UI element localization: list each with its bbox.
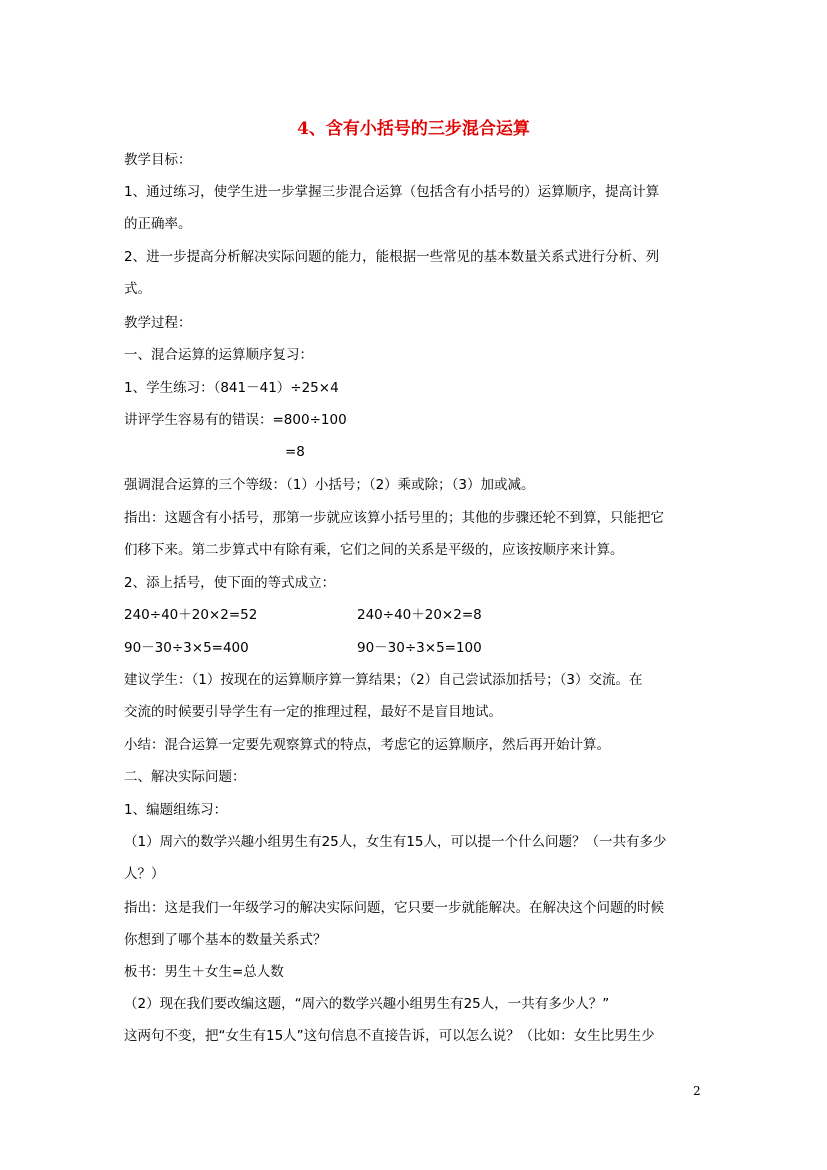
- equation: 90－30÷3×5=400: [124, 640, 249, 656]
- text-line: 建议学生：（1）按现在的运算顺序算一算结果；（2）自己尝试添加括号；（3）交流。在: [124, 672, 643, 688]
- equation: 90－30÷3×5=100: [357, 640, 482, 656]
- text-line: =8: [285, 444, 305, 460]
- text-line: 人？）: [124, 866, 165, 882]
- text-line: 二、解决实际问题：: [124, 769, 246, 785]
- text-line: 你想到了哪个基本的数量关系式？: [124, 932, 327, 948]
- text-line: （1）周六的数学兴趣小组男生有25人，女生有15人，可以提一个什么问题？（一共有多少: [124, 834, 667, 850]
- text-line: 交流的时候要引导学生有一定的推理过程，最好不是盲目地试。: [124, 704, 502, 720]
- text-line: 教学目标：: [124, 152, 192, 168]
- equation: 240÷40＋20×2=8: [357, 607, 482, 623]
- text-line: 一、混合运算的运算顺序复习：: [124, 347, 313, 363]
- text-line: 这两句不变，把“女生有15人”这句信息不直接告诉，可以怎么说？（比如：女生比男生少: [124, 1028, 655, 1044]
- equation: 240÷40＋20×2=52: [124, 607, 258, 623]
- document-title: 4、含有小括号的三步混合运算: [297, 119, 530, 139]
- text-line: 1、学生练习：（841－41）÷25×4: [124, 380, 339, 396]
- text-line: 2、添上括号，使下面的等式成立：: [124, 575, 336, 591]
- text-line: 们移下来。第二步算式中有除有乘，它们之间的关系是平级的，应该按顺序来计算。: [124, 542, 624, 558]
- text-line: 1、通过练习，使学生进一步掌握三步混合运算（包括含有小括号的）运算顺序，提高计算: [124, 184, 660, 200]
- text-line: 板书：男生＋女生=总人数: [124, 964, 284, 980]
- text-line: 小结：混合运算一定要先观察算式的特点，考虑它的运算顺序，然后再开始计算。: [124, 737, 610, 753]
- text-line: 式。: [124, 281, 151, 297]
- text-line: 指出：这是我们一年级学习的解决实际问题，它只要一步就能解决。在解决这个问题的时候: [124, 900, 664, 916]
- text-line: （2）现在我们要改编这题，“周六的数学兴趣小组男生有25人，一共有多少人？”: [124, 996, 610, 1012]
- page-number: 2: [693, 1084, 701, 1098]
- text-line: 的正确率。: [124, 216, 192, 232]
- text-line: 讲评学生容易有的错误：=800÷100: [124, 412, 347, 428]
- text-line: 强调混合运算的三个等级：（1）小括号；（2）乘或除；（3）加或减。: [124, 477, 535, 493]
- text-line: 1、编题组练习：: [124, 802, 228, 818]
- text-line: 2、进一步提高分析解决实际问题的能力，能根据一些常见的基本数量关系式进行分析、列: [124, 249, 660, 265]
- text-line: 指出：这题含有小括号，那第一步就应该算小括号里的；其他的步骤还轮不到算，只能把它: [124, 510, 664, 526]
- text-line: 教学过程：: [124, 315, 192, 331]
